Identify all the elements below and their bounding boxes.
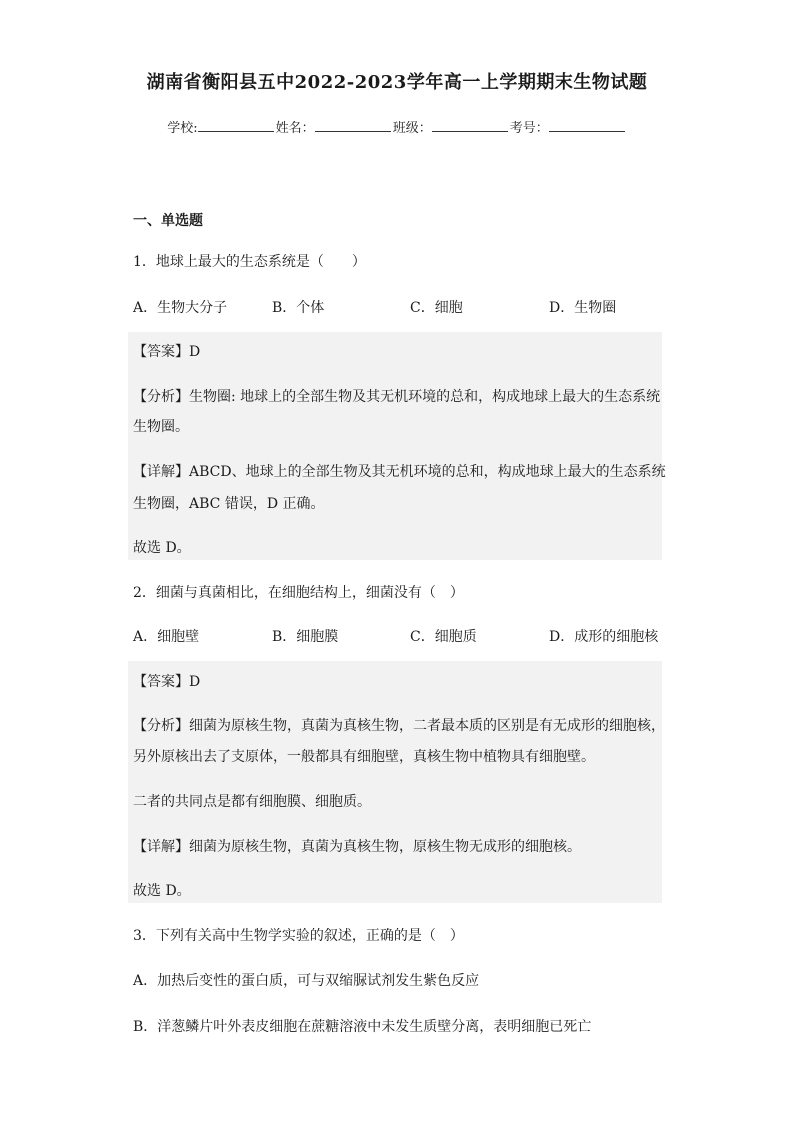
q2-option-a: A．细胞壁: [133, 629, 200, 645]
q1-analysis-line-1: 【分析】生物圈: 地球上的全部生物及其无机环境的总和，构成地球上最大的生态系统: [133, 389, 661, 405]
q1-detail-line-2: 生物圈，ABC 错误，D 正确。: [133, 496, 325, 512]
q2-answer-box: [128, 661, 662, 903]
q1-conclusion: 故选 D。: [133, 540, 191, 556]
school-blank: [198, 118, 274, 132]
q2-detail-line-1: 【详解】细菌为原核生物，真菌为真核生物，原核生物无成形的细胞核。: [133, 839, 581, 855]
q2-analysis-line-1: 【分析】细菌为原核生物，真菌为真核生物，二者最本质的区别是有无成形的细胞核，: [133, 718, 665, 734]
q1-option-b: B．个体: [272, 300, 325, 316]
exam-no-label: 考号：: [509, 121, 549, 136]
page-title: 湖南省衡阳县五中2022-2023学年高一上学期期末生物试题: [146, 72, 648, 93]
question-1-stem: 1．地球上最大的生态系统是（ ）: [133, 254, 366, 270]
name-label: 姓名：: [275, 121, 315, 136]
question-2-stem: 2．细菌与真菌相比，在细胞结构上，细菌没有（ ）: [133, 585, 464, 601]
name-blank: [315, 118, 391, 132]
section-heading: 一、单选题: [133, 213, 203, 229]
q2-analysis-line-3: 二者的共同点是都有细胞膜、细胞质。: [133, 794, 371, 810]
q2-option-d: D．成形的细胞核: [549, 629, 659, 645]
q3-option-a: A．加热后变性的蛋白质，可与双缩脲试剂发生紫色反应: [133, 973, 480, 989]
q1-answer: 【答案】D: [133, 344, 201, 360]
question-3-stem: 3．下列有关高中生物学实验的叙述，正确的是（ ）: [133, 928, 464, 944]
school-label: 学校:: [167, 121, 198, 136]
q1-detail-line-1: 【详解】ABCD、地球上的全部生物及其无机环境的总和，构成地球上最大的生态系统: [133, 464, 666, 480]
q1-option-a: A．生物大分子: [133, 300, 228, 316]
class-label: 班级：: [392, 121, 432, 136]
q1-option-d: D．生物圈: [549, 300, 617, 316]
q2-option-b: B．细胞膜: [272, 629, 339, 645]
q1-analysis-line-2: 生物圈。: [133, 419, 189, 435]
q3-option-b: B．洋葱鳞片叶外表皮细胞在蔗糖溶液中未发生质壁分离，表明细胞已死亡: [133, 1019, 592, 1035]
q2-analysis-line-2: 另外原核出去了支原体，一般都具有细胞壁，真核生物中植物具有细胞壁。: [133, 749, 595, 765]
q2-conclusion: 故选 D。: [133, 883, 191, 899]
q1-option-c: C．细胞: [410, 300, 463, 316]
q1-answer-box: [128, 332, 662, 560]
class-blank: [432, 118, 508, 132]
q2-answer: 【答案】D: [133, 674, 201, 690]
student-info-line: [0, 117, 794, 136]
exam-no-blank: [549, 118, 625, 132]
q2-option-c: C．细胞质: [410, 629, 477, 645]
